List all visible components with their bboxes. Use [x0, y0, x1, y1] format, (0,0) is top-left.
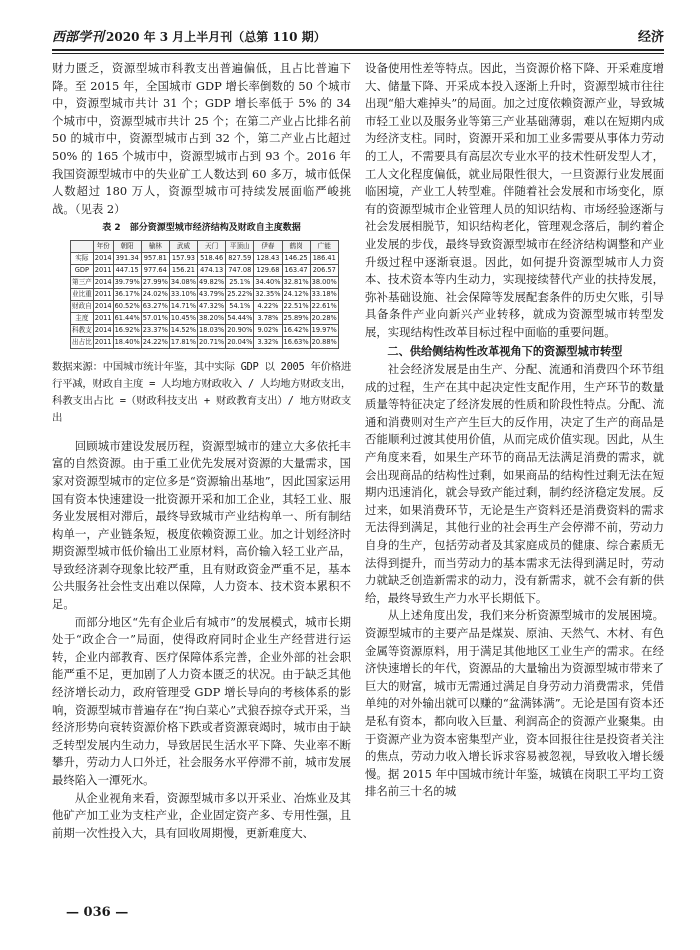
table-cell: 49.82% [199, 278, 225, 287]
table-cell: 128.43 [254, 252, 282, 264]
table-cell: 2014 [94, 278, 112, 287]
table-cell: 32.81% [283, 278, 309, 287]
table-cell: 2011 [94, 338, 112, 347]
table-cell: 33.18% [311, 290, 337, 299]
table-cell: 20.71% [199, 338, 225, 347]
table-cell: 2014 [94, 326, 112, 335]
table-cell: 60.52% [114, 302, 140, 311]
table-cell: 20.28% [311, 314, 337, 323]
table-cell: 54.1% [226, 300, 254, 312]
table-title: 表 2 部分资源型城市经济结构及财政自主度数据 [102, 223, 301, 234]
table-cell: 518.46 [198, 252, 226, 264]
table-cell: 977.64 [141, 264, 169, 276]
table-cell: 34.08% [170, 278, 197, 287]
table-cell: 23.37% [142, 326, 168, 335]
table-cell: 第三产 [72, 278, 92, 287]
journal-issue: 2020 年 3 月上半月刊（总第 110 期） [106, 30, 326, 44]
table-cell: 38.20% [199, 314, 225, 323]
table-header-cell: 伊春 [254, 240, 282, 252]
paragraph: 社会经济发展是由生产、分配、流通和消费四个环节组成的过程，生产在其中起决定性支配作用，生产环节的数量质量等特征决定了经济发展的性质和阶段性特点。分配、流通和消费则对生产产生巨大的反作用，决定了生产的商品是否能顺利过渡其使用价值，从而完成价值实现。因此，从生产角度来看，如果生产环节的商品无法满足消费的需求，就会出现商品的结构性过剩，如果商品的结构性过剩无法在短期内迅速消化，就会导致产能过剩，制约经济稳定发展。反过来，如果消费环节，无论是生产资料还是消费资料的需求无法得到满足，其他行业的社会再生产会停滞不前，劳动力自身的生产，包括劳动者及其家庭成员的健康、综合素质无法得到提升，而当劳动力的基本需求无法得到满足时，劳动力就缺乏创造新需求的动力，没有新需求，就不会有新的供给，最终导致生产力水平长期低下。 [365, 362, 664, 605]
table-header-cell [71, 240, 94, 252]
table-cell: 25.22% [227, 290, 253, 299]
paragraph: 财力匮乏，资源型城市科教支出普遍偏低，且占比普遍下降。至 2015 年，全国城市 GDP 增长率倒数的 50 个城市中，资源型城市共计 31 个；GDP 增长率低于 5% 的 34 个城市中，资源型城市共计 25 个；在第二产业占比排名前 50 的城市中，资源型城市占到 32 个，第二产业占比超过 50% 的 165 个城市中，资源型城市占到 93 个。2016 年我国资源型城市中的失业矿工人数达到 60 多万，城市低保人数超过 180 万人，资源型城市可持续发展面临严峻挑战。（见表 2） [52, 61, 351, 216]
table-header-cell: 武威 [169, 240, 197, 252]
right-column [365, 60, 664, 801]
table-cell: 2011 [94, 266, 112, 275]
table-cell: 16.63% [283, 338, 309, 347]
table-cell: 2011 [94, 290, 112, 299]
table-cell: 14.52% [170, 326, 197, 335]
table-row [71, 312, 339, 324]
table-body [71, 252, 339, 348]
table-header-cell: 朝阳 [113, 240, 141, 252]
paragraph: 从上述角度出发，我们来分析资源型城市的发展困境。资源型城市的主要产品是煤炭、原油、天然气、木材、有色金属等资源原料，用于满足其他地区工业生产的需求。在经济快速增长的年代，资源品的大量输出为资源型城市带来了巨大的财富，城市无需通过满足自身劳动力消费需求，凭借单纯的对外输出就可以赚的“盆满钵满”。无论是国有资本还是私有资本，都向收入巨量、利润高企的资源产业聚集。由于资源产业为资本密集型产业，资本回报往往是投资者关注的焦点，劳动力收入增长诉求容易被忽视，导致收入增长缓慢。据 2015 年中国城市统计年鉴，城镇在岗职工平均工资排名前三十名的城 [365, 608, 664, 799]
table-row [71, 336, 339, 348]
paragraph: 回顾城市建设发展历程，资源型城市的建立大多依托丰富的自然资源。由于重工业优先发展对资源的大量需求，国家对资源型城市的定位多是“资源输出基地”，因此国家运用国有资本快速建设一批资源开采和加工企业，其轻工业、服务业发展相对滞后，最终导致城市产业结构单一、所有制结构单一，产业链条短，极度依赖资源工业。加之计划经济时期资源型城市低价输出工业原材料，高价输入轻工业产品，导致经济剥夺现象比较严重，且有财政资金严重不足，基本公共服务社会性支出难以保障，人力资本、技术资本累积不足。 [52, 438, 351, 612]
table-cell: 61.44% [114, 314, 140, 323]
table-cell: 63.27% [142, 302, 168, 311]
table-header-cell: 年份 [93, 240, 113, 252]
table-header-row [71, 240, 339, 252]
table-cell: 156.21 [169, 264, 197, 276]
table-cell: 2014 [94, 254, 112, 263]
table-cell: 出占比 [72, 338, 92, 347]
table-cell: 4.22% [254, 300, 282, 312]
table-cell: 34.40% [255, 278, 281, 287]
table-cell: 186.41 [310, 252, 338, 264]
table-cell: 24.12% [283, 290, 309, 299]
table-cell: 957.81 [141, 252, 169, 264]
table-row [71, 264, 339, 276]
table-cell: 36.17% [114, 290, 140, 299]
table-cell: 16.92% [114, 326, 140, 335]
table-cell: 实际 [71, 252, 94, 264]
table-cell: 447.15 [113, 264, 141, 276]
table-cell: 18.03% [199, 326, 225, 335]
table-cell: 3.78% [254, 312, 282, 324]
left-column [52, 60, 351, 842]
table-header-cell: 鹤岗 [282, 240, 310, 252]
table-cell: 19.97% [311, 326, 337, 335]
table-cell: 57.01% [142, 314, 168, 323]
table-cell: 163.47 [282, 264, 310, 276]
journal-logo: 西部学刊 [52, 30, 105, 45]
table-cell: 科教支 [72, 326, 92, 335]
table-cell: 业比重 [72, 290, 92, 299]
table-cell: 18.40% [114, 338, 140, 347]
table-cell: 10.45% [170, 314, 197, 323]
table-cell: 14.71% [170, 302, 197, 311]
section-heading: 二、供给侧结构性改革视角下的资源型城市转型 [387, 344, 623, 358]
table-cell: 财政自 [72, 302, 92, 311]
section-label: 经济 [637, 30, 664, 45]
paragraph: 从企业视角来看，资源型城市多以开采业、冶炼业及其他矿产加工业为支柱产业，企业固定资产多、专用性强，且前期一次性投入大，具有回收周期慢，更新难度大、 [52, 790, 351, 840]
table-cell: 391.34 [113, 252, 141, 264]
table-header-cell: 天门 [198, 240, 226, 252]
table-cell: 206.57 [310, 264, 338, 276]
table-cell: 747.08 [226, 264, 254, 276]
journal-masthead [52, 26, 326, 45]
header-rule-thick [52, 49, 664, 51]
table-source-note: 数据来源：中国城市统计年鉴，其中实际 GDP 以 2005 年价格进行平减，财政自主度 = 人均地方财政收入 / 人均地方财政支出，科教支出占比 =（财政科技支出 + 财政教育支出）/ 地方财政支出 [52, 361, 351, 425]
table-cell: 20.04% [227, 338, 253, 347]
table-cell: 827.59 [226, 252, 254, 264]
table-cell: 2014 [94, 302, 112, 311]
table-cell: 17.81% [170, 338, 197, 347]
table-cell: 146.25 [282, 252, 310, 264]
table-cell: 2011 [94, 314, 112, 323]
table-cell: 主度 [71, 312, 94, 324]
table-cell: 47.32% [199, 302, 225, 311]
table-cell: 25.1% [226, 276, 254, 288]
table-cell: 54.44% [227, 314, 253, 323]
table-cell: 16.42% [283, 326, 309, 335]
table-cell: 20.90% [227, 326, 253, 335]
table-cell: 22.61% [311, 302, 337, 311]
table-cell: 27.99% [142, 278, 168, 287]
paragraph: 设备使用性差等特点。因此，当资源价格下降、开采难度增大、储量下降、开采成本投入逐渐上升时，资源型城市往往出现“船大难掉头”的局面。加之过度依赖资源产业，导致城市轻工业以及服务业等第三产业基础薄弱，难以在短期内成为经济支柱。同时，资源开采和加工业多需要从事体力劳动的工人，不需要具有高层次专业水平的技术性研发型人才，工人文化程度偏低，就业局限性很大，一旦资源行业发展面临困境，产业工人转型难。伴随着社会发展和市场变化，原有的资源型城市企业管理人员的知识结构、市场经验逐渐与社会发展相脱节，知识结构老化，管理观念落后，制约着企业发展的步伐，最终导致资源型城市在经济结构调整和产业升级过程中逐渐衰退。因此，如何提升资源型城市人力资本、技术资本等内生动力，实现接续替代产业的扶持发展，弥补基础设施、社会保障等发展配套条件的历史欠账，引导具备条件产业向新兴产业转移，就成为资源型城市转型发展，实现结构性改革目标过程中面临的重要问题。 [365, 61, 664, 339]
table-cell: 157.93 [169, 252, 197, 264]
header-rule-thin [52, 53, 664, 54]
table-cell: 24.22% [142, 338, 168, 347]
table-cell: 22.51% [283, 302, 309, 311]
table-row [71, 276, 339, 288]
table-cell: 3.32% [254, 336, 282, 348]
data-table [70, 240, 339, 349]
table-cell: 38.00% [311, 278, 337, 287]
table-cell: 24.02% [142, 290, 168, 299]
table-cell: 39.79% [114, 278, 140, 287]
table-cell: GDP [71, 264, 94, 276]
table-row [71, 300, 339, 312]
table-cell: 20.88% [311, 338, 337, 347]
table-row [71, 252, 339, 264]
paragraph: 而部分地区“先有企业后有城市”的发展模式，城市长期处于“政企合一”局面，使得政府同时企业生产经营进行运转，企业内部教育、医疗保障体系完善，企业外部的社会职能严重不足，更加剧了人力资本匮乏的状况。由于缺乏其他经济增长动力，政府管理受 GDP 增长导向的考核体系的影响，资源型城市普遍存在“拘白菜心”式狼吞掠夺式开采，当经济形势向衰转资源价格下跌或者资源衰竭时，城市由于缺乏转型发展内生动力，导致居民生活水平下降、失业率不断攀升，劳动力人口外迁，社会服务水平停滞不前，城市发展最终陷入一潭死水。 [52, 614, 351, 787]
table-cell: 32.35% [255, 290, 281, 299]
page-number: — 036 — [66, 905, 129, 920]
table-cell: 43.79% [199, 290, 225, 299]
table-row [71, 288, 339, 300]
table-header-cell: 广能 [310, 240, 338, 252]
table-cell: 33.10% [170, 290, 197, 299]
table-cell: 25.89% [283, 314, 309, 323]
page-header [52, 26, 664, 50]
table-row [71, 324, 339, 336]
table-cell: 129.68 [254, 264, 282, 276]
table-header-cell: 平顶山 [226, 240, 254, 252]
table-cell: 9.02% [254, 324, 282, 336]
table-cell: 474.13 [198, 264, 226, 276]
table-header-cell: 榆林 [141, 240, 169, 252]
